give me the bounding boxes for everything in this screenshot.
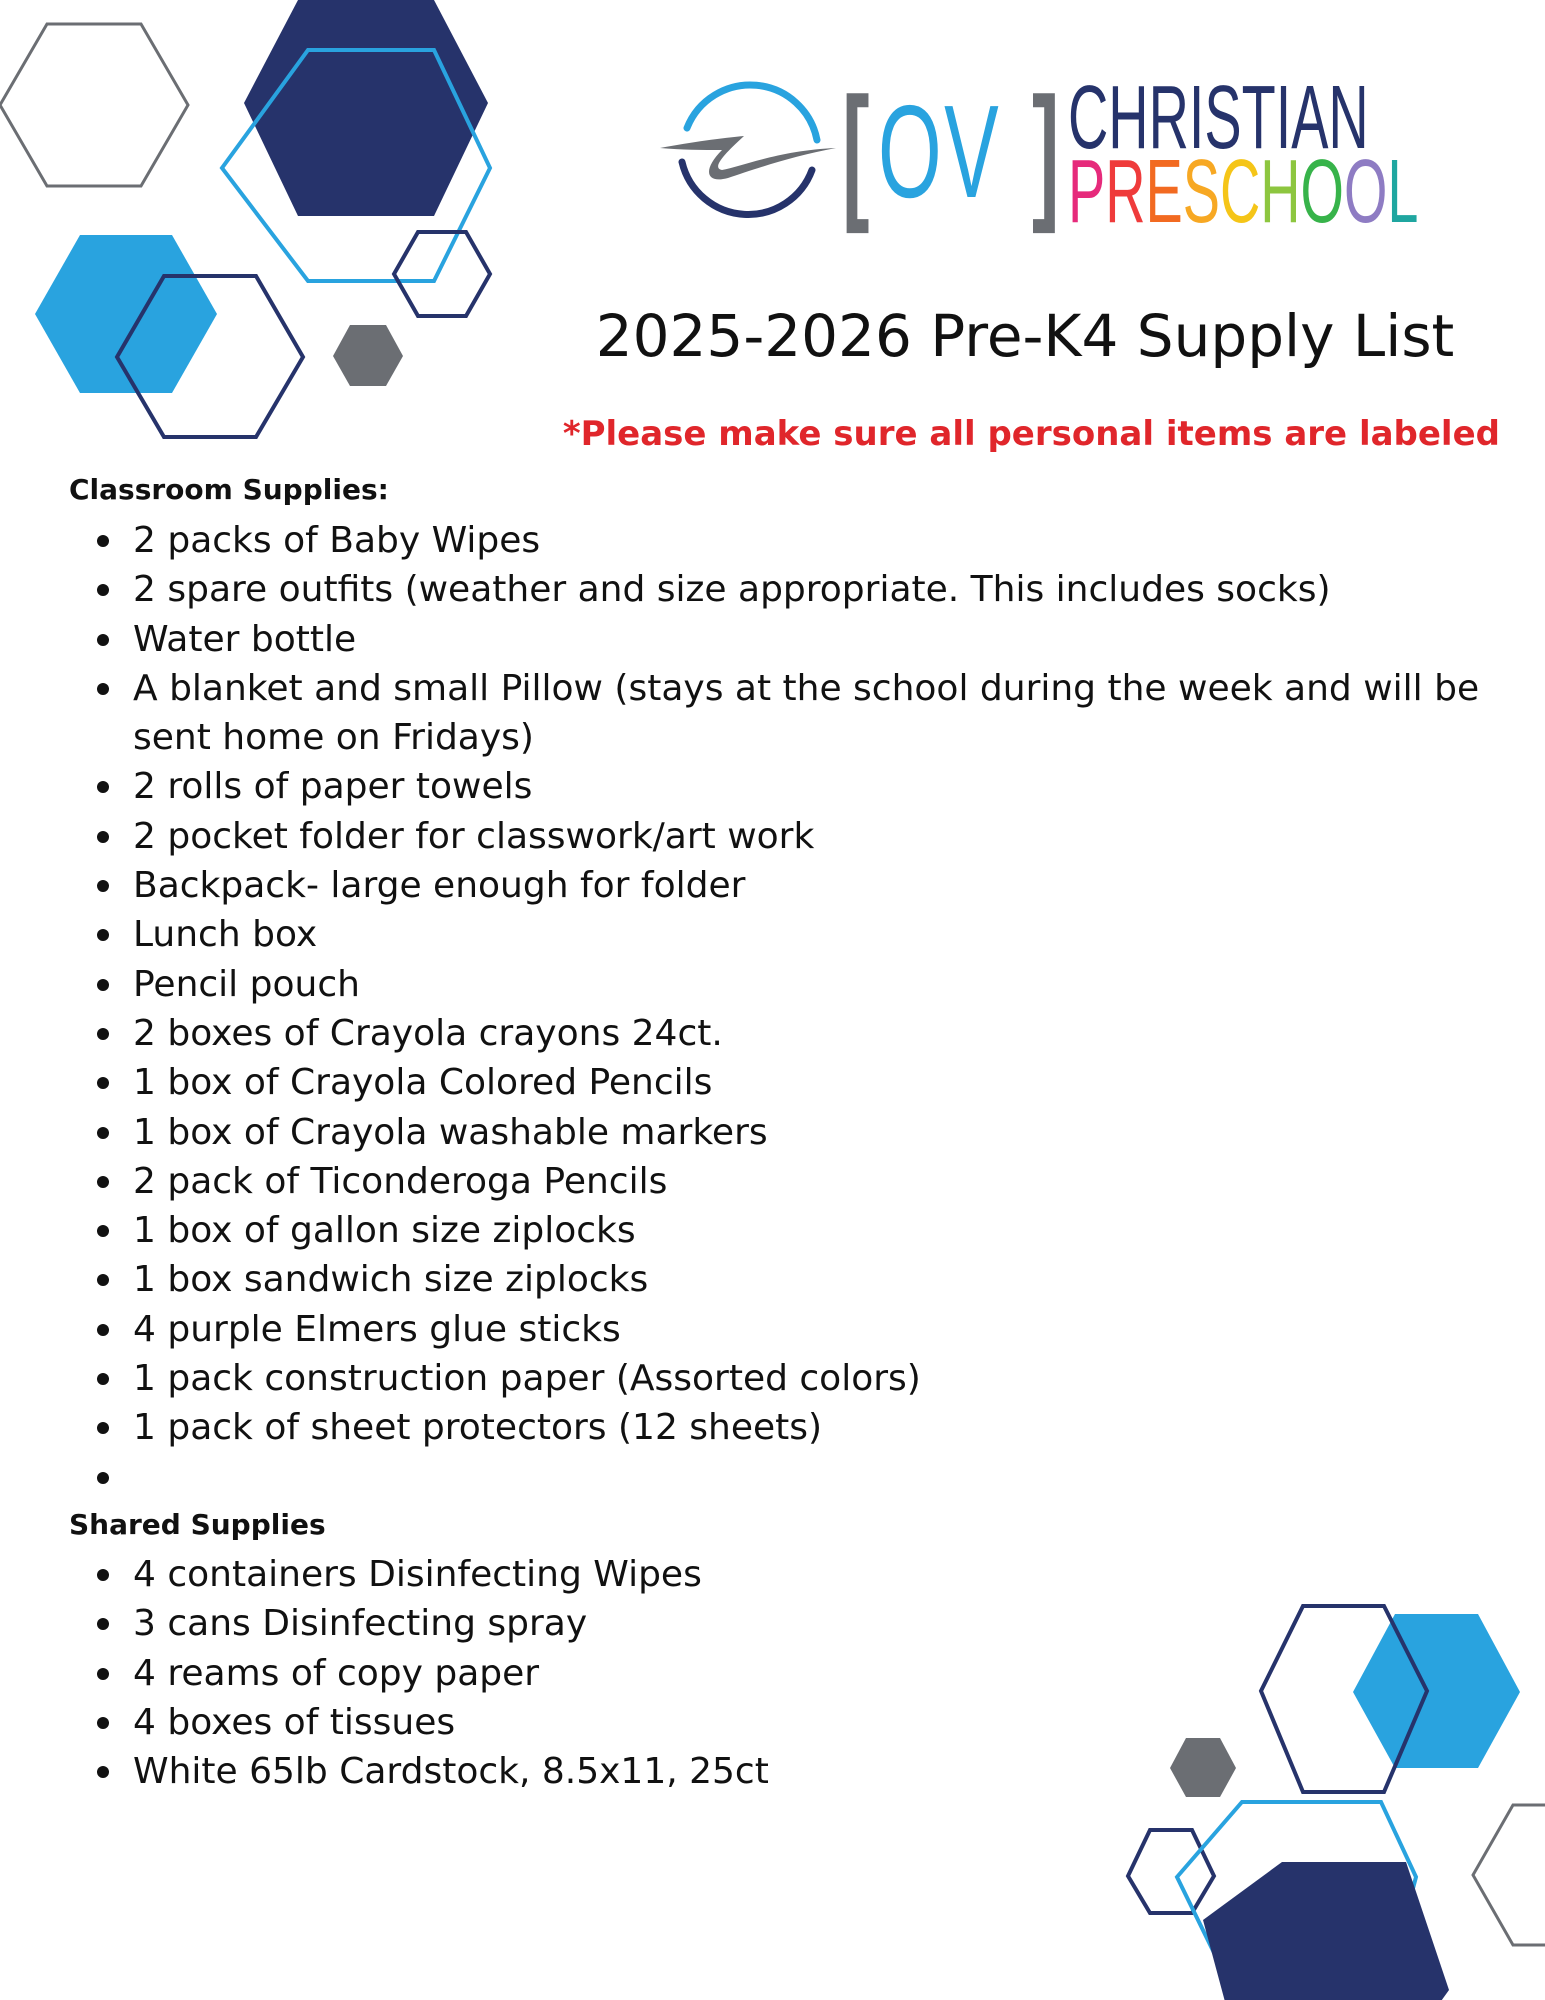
logo-bracket-left: [	[842, 66, 870, 234]
logo-letter: O	[1300, 142, 1344, 242]
hexagon-filled-navy	[244, 0, 488, 216]
hexagon-outline-navy-small	[394, 232, 490, 316]
list-item: 2 pocket folder for classwork/art work	[133, 812, 1513, 861]
hexagon-outline-sky	[222, 50, 490, 281]
label-notice: *Please make sure all personal items are labeled	[562, 414, 1500, 454]
list-item: Pencil pouch	[133, 960, 1513, 1009]
hexagon-filled-sky	[35, 235, 217, 393]
logo-letter: E	[1145, 142, 1183, 242]
logo-letter: H	[1260, 142, 1301, 242]
section-heading-shared: Shared Supplies	[69, 1508, 326, 1541]
logo-letter: S	[1182, 142, 1220, 242]
list-item: 1 box of Crayola Colored Pencils	[133, 1058, 1513, 1107]
hexagon-outline-navy	[117, 276, 303, 437]
list-item: A blanket and small Pillow (stays at the school during the week and will be sent home on Fridays)	[133, 664, 1513, 763]
list-item: 1 pack construction paper (Assorted colors)	[133, 1354, 1513, 1403]
list-item: White 65lb Cardstock, 8.5x11, 25ct	[133, 1747, 1513, 1796]
list-item: 1 box sandwich size ziplocks	[133, 1255, 1513, 1304]
hexagon-outline-gray-br	[1473, 1805, 1545, 1945]
logo	[652, 66, 1419, 242]
list-item: 2 packs of Baby Wipes	[133, 516, 1513, 565]
list-item: 3 cans Disinfecting spray	[133, 1599, 1513, 1648]
list-item: Water bottle	[133, 615, 1513, 664]
logo-initials: OV	[878, 78, 1002, 225]
list-item-empty	[133, 1453, 1513, 1502]
logo-bracket-right: ]	[1032, 66, 1060, 234]
hexagon-outline-navy-br-small	[1128, 1830, 1214, 1913]
logo-letter: O	[1343, 142, 1388, 242]
logo-letter: L	[1387, 142, 1419, 242]
list-item: 1 box of gallon size ziplocks	[133, 1206, 1513, 1255]
logo-letter: P	[1068, 142, 1106, 242]
hexagon-outline-gray	[0, 24, 188, 186]
logo-text-christian: CHRISTIAN	[1068, 68, 1369, 168]
list-item: 1 pack of sheet protectors (12 sheets)	[133, 1403, 1513, 1452]
list-item: 4 reams of copy paper	[133, 1649, 1513, 1698]
list-item: 2 pack of Ticonderoga Pencils	[133, 1157, 1513, 1206]
hexagon-filled-navy-br	[1203, 1862, 1449, 2000]
list-item: 2 spare outfits (weather and size appropriate. This includes socks)	[133, 565, 1513, 614]
shared-supplies-list	[69, 1550, 1513, 1796]
logo-letter: C	[1219, 142, 1261, 242]
list-item: Lunch box	[133, 910, 1513, 959]
list-item: 2 boxes of Crayola crayons 24ct.	[133, 1009, 1513, 1058]
section-heading-classroom: Classroom Supplies:	[69, 473, 389, 506]
list-item: 4 containers Disinfecting Wipes	[133, 1550, 1513, 1599]
list-item: 4 boxes of tissues	[133, 1698, 1513, 1747]
logo-text-preschool	[1068, 142, 1419, 242]
classroom-supplies-list	[69, 516, 1513, 1502]
hexagon-filled-gray-small	[333, 325, 403, 386]
logo-swoosh-icon	[652, 70, 842, 230]
logo-letter: R	[1105, 142, 1146, 242]
list-item: 1 box of Crayola washable markers	[133, 1108, 1513, 1157]
page-title: 2025-2026 Pre-K4 Supply List	[595, 302, 1455, 370]
list-item: 4 purple Elmers glue sticks	[133, 1305, 1513, 1354]
list-item: 2 rolls of paper towels	[133, 762, 1513, 811]
hexagon-outline-sky-br	[1177, 1802, 1416, 2000]
list-item: Backpack- large enough for folder	[133, 861, 1513, 910]
